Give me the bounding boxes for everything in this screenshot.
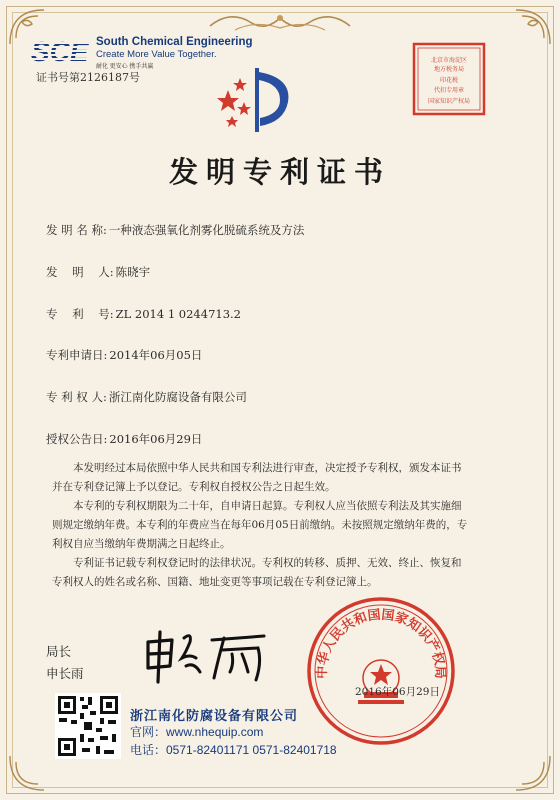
field-filing-date	[46, 347, 202, 363]
patent-number-label: 专 利 号:	[46, 307, 114, 321]
field-patent-number	[46, 306, 241, 322]
body-paragraph-2: 本专利的专利权期限为二十年，自申请日起算。专利权人应当依照专利法及其实施细则规定缴纳年费。本专利的年费应当在每年06月05日前缴纳。未按照规定缴纳年费的，专利权自应当缴纳年费期满之日起终止。	[52, 500, 468, 550]
corner-ornament-bottom-left	[8, 754, 46, 792]
company-logo	[30, 36, 253, 72]
grant-date-label: 授权公告日:	[46, 432, 108, 446]
field-inventor	[46, 264, 150, 280]
seal-date: 2016年06月29日	[355, 686, 440, 698]
svg-text:印花税: 印花税	[439, 77, 459, 84]
field-patentee	[46, 389, 247, 405]
inventor-value: 陈晓宇	[115, 265, 151, 279]
sce-logo-mark	[30, 36, 92, 64]
svg-text:地方税务局: 地方税务局	[433, 66, 465, 73]
document-title: 发明专利证书	[168, 155, 391, 189]
footer-website[interactable]: 官网：www.nhequip.com	[130, 725, 264, 739]
field-grant-date	[46, 431, 202, 447]
patent-office-emblem-icon	[210, 60, 300, 140]
filing-date-value: 2014年06月05日	[109, 348, 203, 362]
invention-name-value: 一种液态强氧化剂雾化脱硫系统及方法	[108, 223, 305, 237]
qr-code-icon[interactable]	[55, 693, 121, 759]
director-title: 局长	[46, 644, 72, 659]
sce-logo-text: SCE	[31, 36, 89, 64]
top-scroll-ornament	[205, 8, 355, 38]
certificate-number: 证书号第2126187号	[36, 71, 140, 84]
seal-text: 中华人民共和国国家知识产权局	[314, 607, 448, 679]
grant-date-value: 2016年06月29日	[109, 432, 203, 446]
certificate-body	[52, 459, 470, 592]
filing-date-label: 专利申请日:	[46, 348, 108, 362]
corner-ornament-top-right	[514, 8, 552, 46]
logo-company-title: South Chemical Engineering	[96, 36, 253, 48]
body-paragraph-1: 本发明经过本局依照中华人民共和国专利法进行审查，决定授予专利权，颁发本证书并在专利登记簿上予以登记。专利权自授权公告之日起生效。	[52, 462, 462, 493]
patentee-value: 浙江南化防腐设备有限公司	[108, 390, 247, 404]
director-name: 申长雨	[46, 666, 84, 681]
tax-stamp	[412, 42, 486, 116]
footer-company-name: 浙江南化防腐设备有限公司	[130, 709, 299, 724]
field-invention-name	[46, 222, 304, 238]
official-seal	[306, 596, 456, 746]
patent-number-value: ZL 2014 1 0244713.2	[115, 307, 241, 321]
footer-phone: 电话：0571-82401171 0571-82401718	[130, 743, 337, 757]
invention-name-label: 发 明 名 称:	[46, 223, 107, 237]
logo-slogan: Create More Value Together.	[96, 49, 217, 60]
svg-text:国家知识产权局: 国家知识产权局	[427, 98, 471, 105]
svg-text:北京市海淀区: 北京市海淀区	[430, 57, 468, 64]
patentee-label: 专 利 权 人:	[46, 390, 107, 404]
inventor-label: 发 明 人:	[46, 265, 114, 279]
director-signature	[138, 628, 272, 684]
corner-ornament-bottom-right	[514, 754, 552, 792]
body-paragraph-3: 专利证书记载专利权登记时的法律状况。专利权的转移、质押、无效、终止、恢复和专利权人的姓名或名称、国籍、地址变更等事项记载在专利登记簿上。	[52, 557, 462, 588]
svg-text:代扣专用章: 代扣专用章	[433, 87, 465, 94]
logo-subline: 耐化 更安心 携手共赢	[96, 64, 154, 70]
